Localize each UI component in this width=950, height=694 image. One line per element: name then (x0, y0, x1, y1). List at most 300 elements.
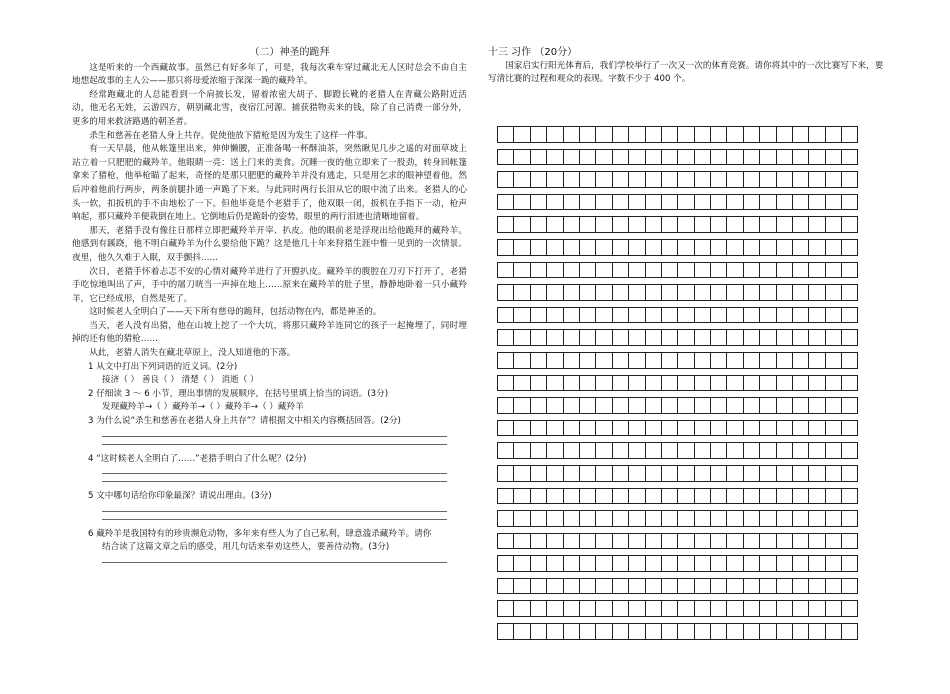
grid-cell[interactable] (825, 465, 841, 482)
grid-cell[interactable] (612, 194, 628, 211)
grid-cell[interactable] (645, 465, 661, 482)
grid-cell[interactable] (726, 465, 742, 482)
grid-cell[interactable] (677, 239, 693, 256)
grid-cell[interactable] (497, 375, 513, 392)
grid-cell[interactable] (825, 510, 841, 527)
grid-cell[interactable] (497, 397, 513, 414)
grid-cell[interactable] (563, 194, 579, 211)
grid-cell[interactable] (808, 149, 824, 166)
grid-cell[interactable] (743, 465, 759, 482)
grid-cell[interactable] (497, 239, 513, 256)
grid-cell[interactable] (645, 352, 661, 369)
grid-cell[interactable] (792, 397, 808, 414)
grid-cell[interactable] (612, 510, 628, 527)
grid-cell[interactable] (612, 533, 628, 550)
answer-line[interactable] (102, 562, 447, 563)
grid-cell[interactable] (677, 488, 693, 505)
grid-cell[interactable] (694, 149, 710, 166)
grid-cell[interactable] (677, 533, 693, 550)
grid-cell[interactable] (825, 149, 841, 166)
answer-line[interactable] (102, 511, 447, 512)
grid-cell[interactable] (530, 262, 546, 279)
grid-cell[interactable] (628, 149, 644, 166)
grid-cell[interactable] (546, 149, 562, 166)
grid-cell[interactable] (628, 284, 644, 301)
grid-cell[interactable] (825, 352, 841, 369)
grid-cell[interactable] (743, 216, 759, 233)
grid-cell[interactable] (677, 375, 693, 392)
answer-line[interactable] (102, 473, 447, 474)
grid-cell[interactable] (612, 600, 628, 617)
grid-cell[interactable] (661, 623, 677, 640)
grid-cell[interactable] (513, 442, 529, 459)
grid-cell[interactable] (726, 352, 742, 369)
grid-cell[interactable] (579, 510, 595, 527)
grid-cell[interactable] (841, 623, 857, 640)
grid-cell[interactable] (546, 600, 562, 617)
grid-cell[interactable] (710, 375, 726, 392)
grid-cell[interactable] (595, 442, 611, 459)
grid-cell[interactable] (595, 284, 611, 301)
grid-cell[interactable] (694, 465, 710, 482)
grid-cell[interactable] (792, 149, 808, 166)
grid-cell[interactable] (579, 126, 595, 143)
grid-cell[interactable] (743, 623, 759, 640)
grid-cell[interactable] (694, 284, 710, 301)
grid-cell[interactable] (792, 262, 808, 279)
grid-cell[interactable] (841, 307, 857, 324)
grid-cell[interactable] (792, 239, 808, 256)
grid-cell[interactable] (726, 329, 742, 346)
grid-cell[interactable] (743, 442, 759, 459)
grid-cell[interactable] (612, 623, 628, 640)
grid-cell[interactable] (612, 465, 628, 482)
grid-cell[interactable] (792, 488, 808, 505)
grid-cell[interactable] (677, 149, 693, 166)
grid-cell[interactable] (579, 533, 595, 550)
grid-cell[interactable] (530, 194, 546, 211)
grid-cell[interactable] (726, 262, 742, 279)
grid-cell[interactable] (579, 352, 595, 369)
grid-cell[interactable] (497, 623, 513, 640)
grid-cell[interactable] (694, 126, 710, 143)
grid-cell[interactable] (497, 578, 513, 595)
answer-line[interactable] (102, 519, 447, 520)
grid-cell[interactable] (661, 194, 677, 211)
grid-cell[interactable] (825, 284, 841, 301)
grid-cell[interactable] (726, 171, 742, 188)
grid-cell[interactable] (661, 555, 677, 572)
grid-cell[interactable] (595, 194, 611, 211)
grid-cell[interactable] (546, 126, 562, 143)
grid-cell[interactable] (645, 510, 661, 527)
grid-cell[interactable] (710, 510, 726, 527)
grid-cell[interactable] (546, 284, 562, 301)
grid-cell[interactable] (776, 375, 792, 392)
grid-cell[interactable] (710, 239, 726, 256)
grid-cell[interactable] (595, 623, 611, 640)
grid-cell[interactable] (513, 149, 529, 166)
grid-cell[interactable] (661, 420, 677, 437)
grid-cell[interactable] (677, 262, 693, 279)
grid-cell[interactable] (808, 307, 824, 324)
grid-cell[interactable] (841, 397, 857, 414)
grid-cell[interactable] (612, 420, 628, 437)
grid-cell[interactable] (595, 600, 611, 617)
grid-cell[interactable] (759, 623, 775, 640)
grid-cell[interactable] (694, 555, 710, 572)
grid-cell[interactable] (825, 533, 841, 550)
grid-cell[interactable] (595, 533, 611, 550)
grid-cell[interactable] (792, 329, 808, 346)
grid-cell[interactable] (841, 600, 857, 617)
grid-cell[interactable] (661, 442, 677, 459)
grid-cell[interactable] (563, 307, 579, 324)
grid-cell[interactable] (661, 126, 677, 143)
grid-cell[interactable] (759, 420, 775, 437)
grid-cell[interactable] (776, 149, 792, 166)
grid-cell[interactable] (677, 329, 693, 346)
grid-cell[interactable] (825, 375, 841, 392)
grid-cell[interactable] (726, 442, 742, 459)
grid-cell[interactable] (759, 555, 775, 572)
grid-cell[interactable] (792, 578, 808, 595)
grid-cell[interactable] (530, 239, 546, 256)
grid-cell[interactable] (841, 555, 857, 572)
grid-cell[interactable] (759, 171, 775, 188)
grid-cell[interactable] (694, 262, 710, 279)
grid-cell[interactable] (841, 171, 857, 188)
grid-cell[interactable] (563, 126, 579, 143)
grid-cell[interactable] (530, 420, 546, 437)
grid-cell[interactable] (759, 126, 775, 143)
grid-cell[interactable] (628, 510, 644, 527)
grid-cell[interactable] (595, 171, 611, 188)
grid-cell[interactable] (710, 329, 726, 346)
grid-cell[interactable] (546, 510, 562, 527)
grid-cell[interactable] (710, 262, 726, 279)
grid-cell[interactable] (513, 510, 529, 527)
grid-cell[interactable] (563, 488, 579, 505)
grid-cell[interactable] (563, 465, 579, 482)
grid-cell[interactable] (841, 510, 857, 527)
grid-cell[interactable] (710, 578, 726, 595)
grid-cell[interactable] (726, 420, 742, 437)
grid-cell[interactable] (595, 465, 611, 482)
grid-cell[interactable] (497, 284, 513, 301)
grid-cell[interactable] (710, 397, 726, 414)
grid-cell[interactable] (825, 420, 841, 437)
grid-cell[interactable] (612, 442, 628, 459)
grid-cell[interactable] (513, 533, 529, 550)
grid-cell[interactable] (612, 555, 628, 572)
grid-cell[interactable] (808, 600, 824, 617)
grid-cell[interactable] (595, 262, 611, 279)
grid-cell[interactable] (628, 239, 644, 256)
grid-cell[interactable] (808, 578, 824, 595)
grid-cell[interactable] (645, 194, 661, 211)
grid-cell[interactable] (841, 329, 857, 346)
grid-cell[interactable] (726, 623, 742, 640)
grid-cell[interactable] (825, 329, 841, 346)
grid-cell[interactable] (497, 126, 513, 143)
grid-cell[interactable] (546, 488, 562, 505)
grid-cell[interactable] (546, 623, 562, 640)
grid-cell[interactable] (743, 397, 759, 414)
grid-cell[interactable] (776, 262, 792, 279)
grid-cell[interactable] (726, 216, 742, 233)
grid-cell[interactable] (759, 284, 775, 301)
grid-cell[interactable] (546, 375, 562, 392)
grid-cell[interactable] (628, 420, 644, 437)
grid-cell[interactable] (530, 284, 546, 301)
grid-cell[interactable] (710, 442, 726, 459)
grid-cell[interactable] (661, 352, 677, 369)
grid-cell[interactable] (825, 397, 841, 414)
grid-cell[interactable] (579, 397, 595, 414)
grid-cell[interactable] (563, 375, 579, 392)
grid-cell[interactable] (661, 488, 677, 505)
grid-cell[interactable] (563, 171, 579, 188)
grid-cell[interactable] (661, 465, 677, 482)
grid-cell[interactable] (710, 307, 726, 324)
grid-cell[interactable] (563, 284, 579, 301)
grid-cell[interactable] (612, 488, 628, 505)
grid-cell[interactable] (759, 600, 775, 617)
grid-cell[interactable] (530, 375, 546, 392)
grid-cell[interactable] (776, 533, 792, 550)
grid-cell[interactable] (808, 352, 824, 369)
grid-cell[interactable] (677, 216, 693, 233)
grid-cell[interactable] (726, 578, 742, 595)
grid-cell[interactable] (726, 555, 742, 572)
grid-cell[interactable] (595, 149, 611, 166)
grid-cell[interactable] (841, 239, 857, 256)
grid-cell[interactable] (579, 555, 595, 572)
grid-cell[interactable] (743, 352, 759, 369)
grid-cell[interactable] (645, 420, 661, 437)
grid-cell[interactable] (808, 239, 824, 256)
grid-cell[interactable] (497, 149, 513, 166)
grid-cell[interactable] (776, 284, 792, 301)
grid-cell[interactable] (759, 488, 775, 505)
grid-cell[interactable] (841, 420, 857, 437)
grid-cell[interactable] (743, 329, 759, 346)
grid-cell[interactable] (710, 555, 726, 572)
grid-cell[interactable] (677, 397, 693, 414)
grid-cell[interactable] (645, 239, 661, 256)
grid-cell[interactable] (661, 578, 677, 595)
grid-cell[interactable] (661, 329, 677, 346)
grid-cell[interactable] (825, 442, 841, 459)
grid-cell[interactable] (841, 262, 857, 279)
grid-cell[interactable] (628, 171, 644, 188)
grid-cell[interactable] (530, 149, 546, 166)
grid-cell[interactable] (612, 397, 628, 414)
grid-cell[interactable] (792, 171, 808, 188)
grid-cell[interactable] (710, 194, 726, 211)
grid-cell[interactable] (677, 578, 693, 595)
grid-cell[interactable] (513, 465, 529, 482)
grid-cell[interactable] (841, 465, 857, 482)
grid-cell[interactable] (628, 126, 644, 143)
grid-cell[interactable] (513, 194, 529, 211)
grid-cell[interactable] (595, 488, 611, 505)
grid-cell[interactable] (579, 307, 595, 324)
grid-cell[interactable] (694, 488, 710, 505)
grid-cell[interactable] (825, 555, 841, 572)
grid-cell[interactable] (628, 216, 644, 233)
grid-cell[interactable] (497, 510, 513, 527)
grid-cell[interactable] (808, 216, 824, 233)
grid-cell[interactable] (792, 284, 808, 301)
grid-cell[interactable] (841, 216, 857, 233)
grid-cell[interactable] (776, 488, 792, 505)
grid-cell[interactable] (776, 126, 792, 143)
grid-cell[interactable] (513, 216, 529, 233)
grid-cell[interactable] (841, 284, 857, 301)
grid-cell[interactable] (645, 329, 661, 346)
grid-cell[interactable] (661, 171, 677, 188)
grid-cell[interactable] (825, 623, 841, 640)
grid-cell[interactable] (497, 194, 513, 211)
grid-cell[interactable] (825, 194, 841, 211)
grid-cell[interactable] (546, 239, 562, 256)
grid-cell[interactable] (595, 239, 611, 256)
grid-cell[interactable] (694, 171, 710, 188)
grid-cell[interactable] (743, 126, 759, 143)
grid-cell[interactable] (612, 149, 628, 166)
grid-cell[interactable] (661, 533, 677, 550)
grid-cell[interactable] (595, 420, 611, 437)
grid-cell[interactable] (776, 216, 792, 233)
grid-cell[interactable] (726, 600, 742, 617)
grid-cell[interactable] (710, 171, 726, 188)
grid-cell[interactable] (579, 578, 595, 595)
grid-cell[interactable] (677, 420, 693, 437)
grid-cell[interactable] (825, 262, 841, 279)
grid-cell[interactable] (645, 488, 661, 505)
grid-cell[interactable] (677, 284, 693, 301)
grid-cell[interactable] (694, 307, 710, 324)
grid-cell[interactable] (628, 623, 644, 640)
grid-cell[interactable] (776, 578, 792, 595)
grid-cell[interactable] (808, 465, 824, 482)
grid-cell[interactable] (546, 194, 562, 211)
grid-cell[interactable] (726, 284, 742, 301)
grid-cell[interactable] (677, 555, 693, 572)
grid-cell[interactable] (579, 149, 595, 166)
grid-cell[interactable] (546, 533, 562, 550)
grid-cell[interactable] (513, 600, 529, 617)
grid-cell[interactable] (563, 442, 579, 459)
grid-cell[interactable] (743, 262, 759, 279)
grid-cell[interactable] (530, 171, 546, 188)
grid-cell[interactable] (497, 352, 513, 369)
grid-cell[interactable] (710, 149, 726, 166)
grid-cell[interactable] (513, 329, 529, 346)
grid-cell[interactable] (579, 239, 595, 256)
grid-cell[interactable] (612, 352, 628, 369)
grid-cell[interactable] (546, 216, 562, 233)
grid-cell[interactable] (677, 194, 693, 211)
grid-cell[interactable] (841, 352, 857, 369)
grid-cell[interactable] (513, 284, 529, 301)
grid-cell[interactable] (825, 126, 841, 143)
grid-cell[interactable] (694, 510, 710, 527)
grid-cell[interactable] (645, 555, 661, 572)
grid-cell[interactable] (530, 578, 546, 595)
grid-cell[interactable] (710, 126, 726, 143)
grid-cell[interactable] (661, 216, 677, 233)
grid-cell[interactable] (792, 126, 808, 143)
grid-cell[interactable] (710, 216, 726, 233)
grid-cell[interactable] (513, 420, 529, 437)
grid-cell[interactable] (513, 307, 529, 324)
grid-cell[interactable] (497, 555, 513, 572)
grid-cell[interactable] (628, 533, 644, 550)
grid-cell[interactable] (776, 623, 792, 640)
grid-cell[interactable] (628, 352, 644, 369)
grid-cell[interactable] (792, 465, 808, 482)
grid-cell[interactable] (563, 623, 579, 640)
grid-cell[interactable] (513, 352, 529, 369)
grid-cell[interactable] (776, 329, 792, 346)
grid-cell[interactable] (628, 397, 644, 414)
grid-cell[interactable] (661, 307, 677, 324)
grid-cell[interactable] (497, 442, 513, 459)
grid-cell[interactable] (546, 262, 562, 279)
grid-cell[interactable] (645, 216, 661, 233)
grid-cell[interactable] (530, 329, 546, 346)
grid-cell[interactable] (694, 600, 710, 617)
grid-cell[interactable] (661, 149, 677, 166)
grid-cell[interactable] (694, 397, 710, 414)
grid-cell[interactable] (694, 329, 710, 346)
grid-cell[interactable] (628, 194, 644, 211)
grid-cell[interactable] (808, 555, 824, 572)
grid-cell[interactable] (694, 352, 710, 369)
grid-cell[interactable] (628, 307, 644, 324)
grid-cell[interactable] (628, 600, 644, 617)
grid-cell[interactable] (743, 510, 759, 527)
grid-cell[interactable] (759, 510, 775, 527)
grid-cell[interactable] (497, 420, 513, 437)
grid-cell[interactable] (645, 262, 661, 279)
grid-cell[interactable] (563, 600, 579, 617)
answer-line[interactable] (102, 436, 447, 437)
grid-cell[interactable] (776, 194, 792, 211)
grid-cell[interactable] (579, 420, 595, 437)
grid-cell[interactable] (677, 600, 693, 617)
grid-cell[interactable] (759, 352, 775, 369)
grid-cell[interactable] (513, 578, 529, 595)
grid-cell[interactable] (530, 510, 546, 527)
grid-cell[interactable] (579, 171, 595, 188)
grid-cell[interactable] (563, 420, 579, 437)
grid-cell[interactable] (808, 420, 824, 437)
grid-cell[interactable] (759, 397, 775, 414)
grid-cell[interactable] (612, 307, 628, 324)
grid-cell[interactable] (841, 149, 857, 166)
grid-cell[interactable] (792, 375, 808, 392)
grid-cell[interactable] (776, 171, 792, 188)
grid-cell[interactable] (497, 216, 513, 233)
grid-cell[interactable] (694, 442, 710, 459)
grid-cell[interactable] (546, 442, 562, 459)
grid-cell[interactable] (645, 442, 661, 459)
grid-cell[interactable] (530, 397, 546, 414)
